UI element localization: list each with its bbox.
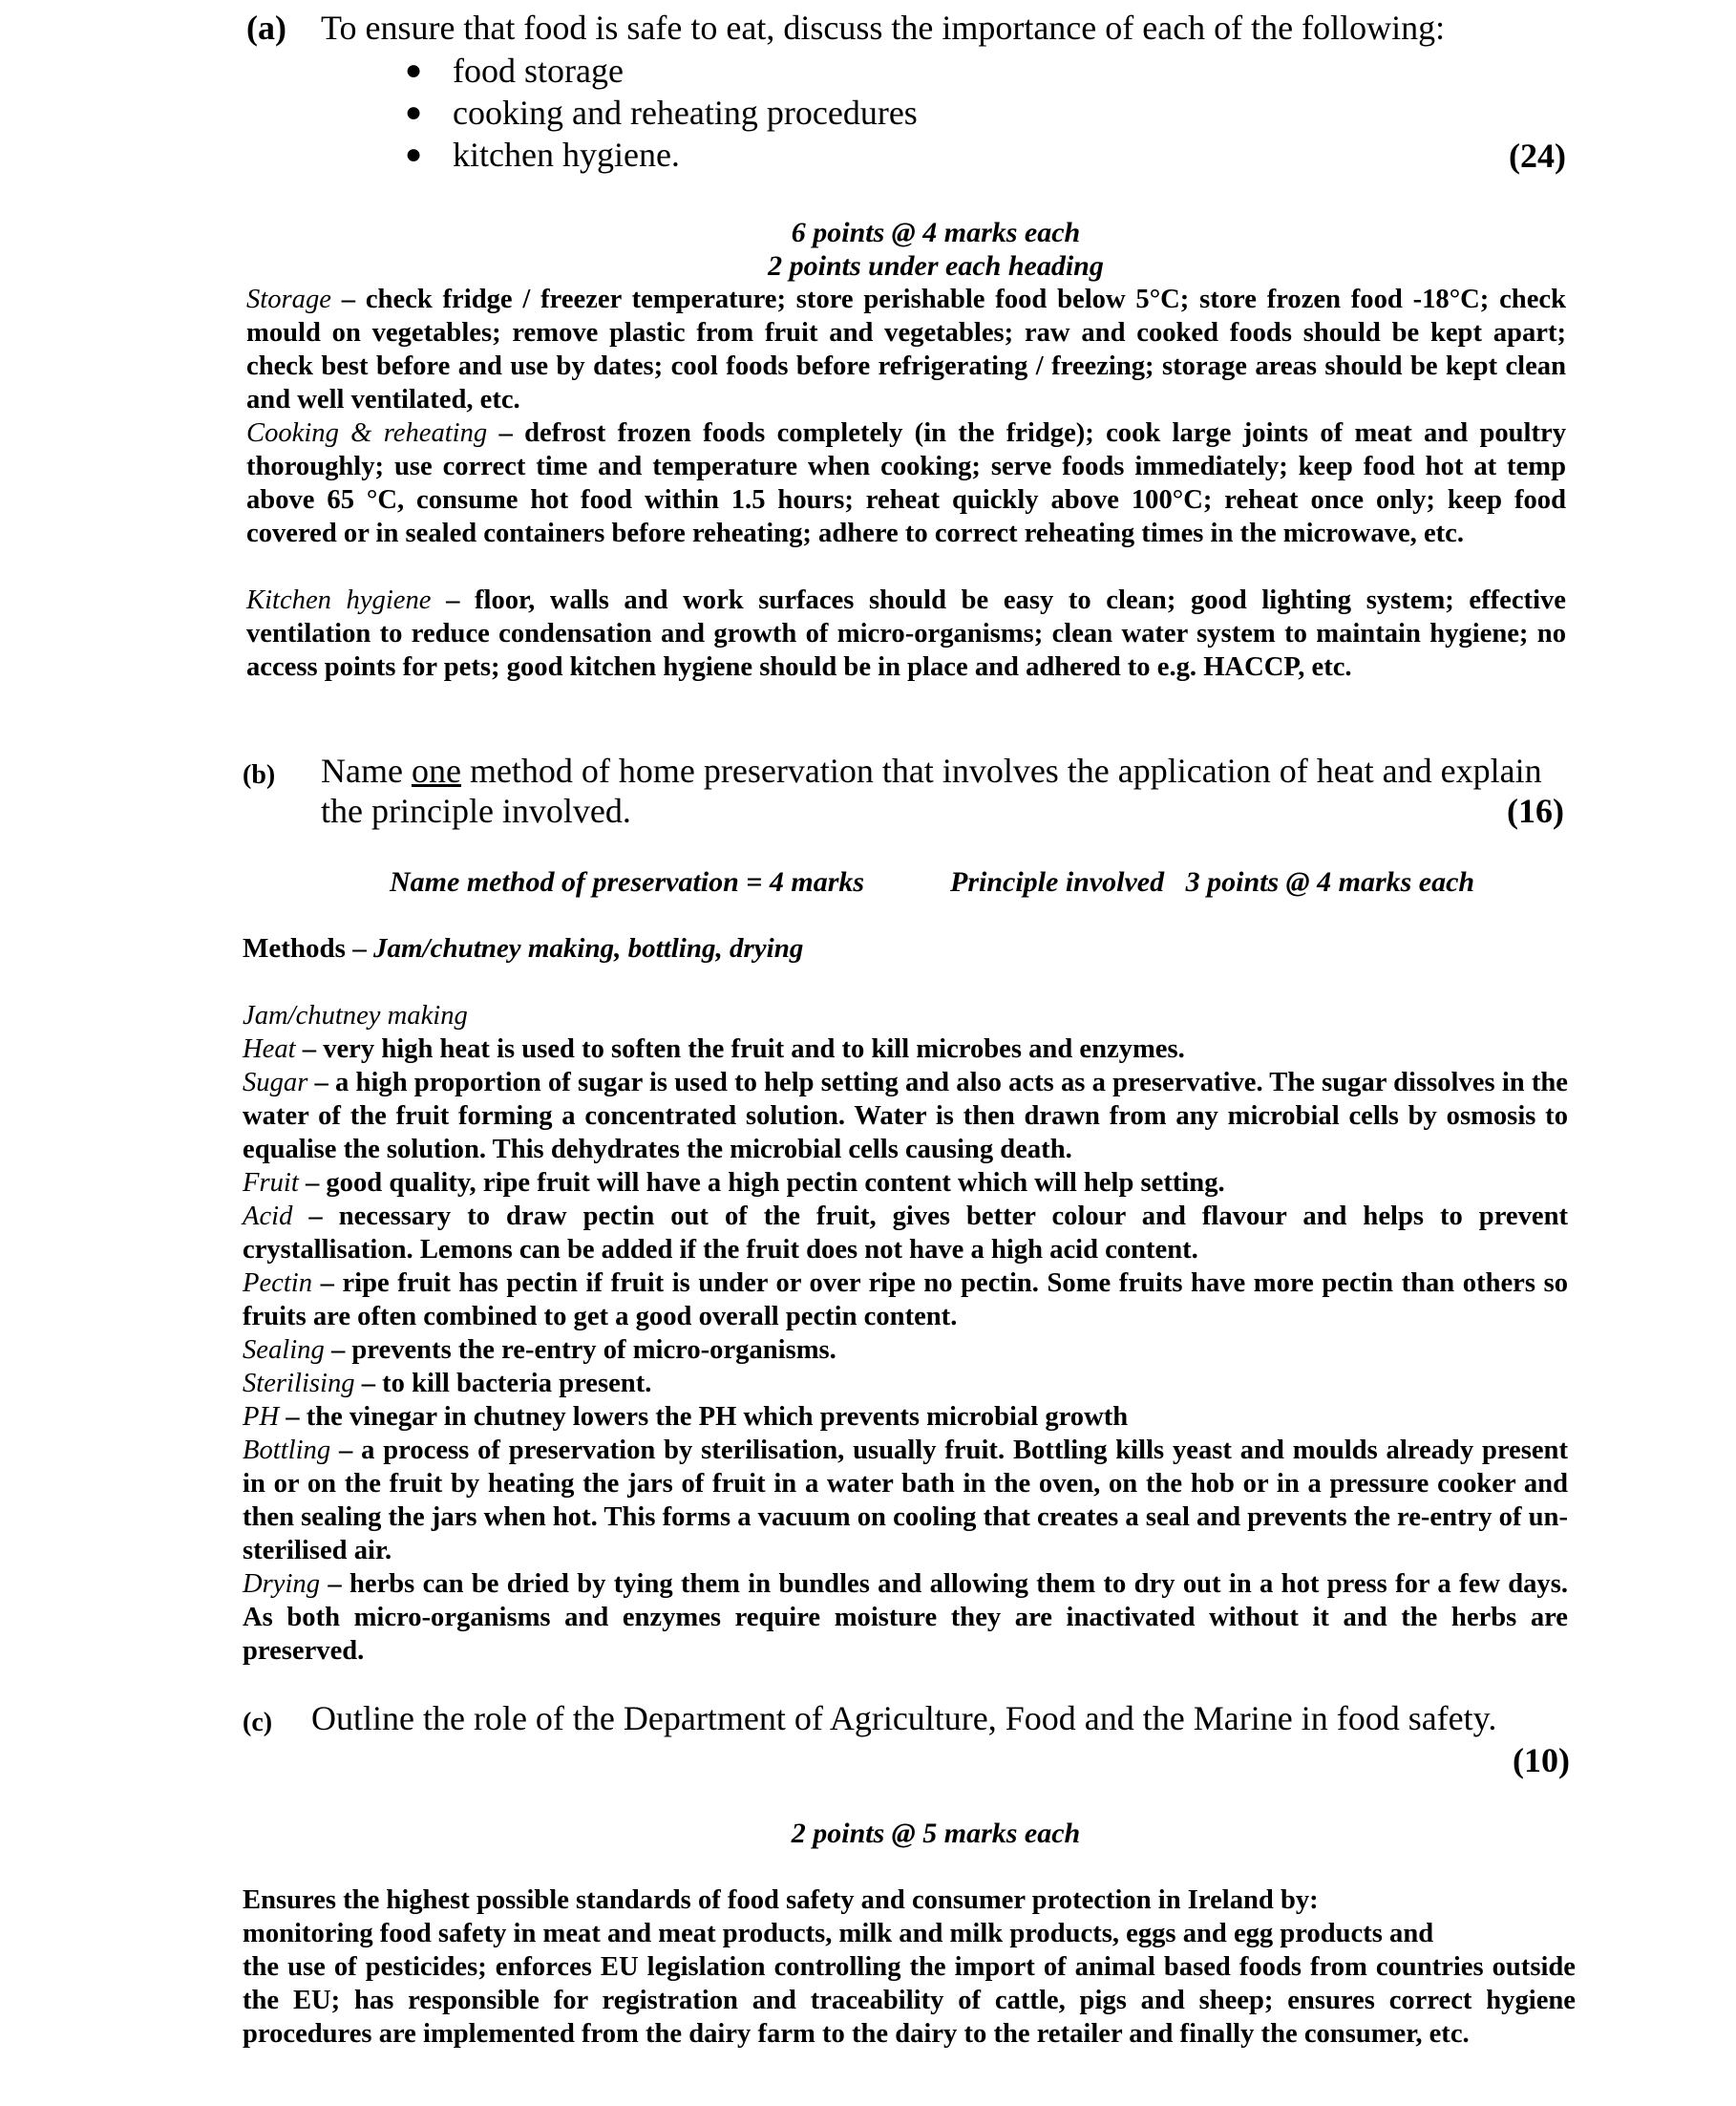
part-b-question-line2: the principle involved.: [321, 792, 631, 830]
storage-text: – check fridge / freezer temperature; store perishable food below 5°C; store frozen food -18°C; check mould on vegetables; remove plastic from fruit and vegetables; raw and cooked foods should be kept apart; check best before and use by dates; cool foods before refrigerating / freezing; storage areas should be kept clean and well ventilated, etc.: [246, 285, 1566, 415]
cooking-text: – defrost frozen foods completely (in the fridge); cook large joints of meat and poultry thoroughly; use correct time and temperature when cooking; serve foods immediately; keep food hot at temp above 65 °C, consume hot food within 1.5 hours; reheat quickly above 100°C; reheat once only; keep food covered or in sealed containers before reheating; adhere to correct reheating times in the microwave, etc.: [246, 418, 1566, 548]
part-c-answer-line1: Ensures the highest possible standards of food safety and consumer protection in Ireland by:: [243, 1885, 1319, 1915]
bullet-icon: ●: [405, 138, 423, 170]
part-b-question: Name one method of home preservation that involves the application of heat and explain: [321, 752, 1542, 790]
part-a-label: (a): [246, 9, 286, 47]
bullet-icon: ●: [405, 96, 423, 128]
item-ph: PH – the vinegar in chutney lowers the PH which prevents microbial growth: [243, 1402, 1129, 1432]
storage-key: Storage: [246, 285, 331, 314]
item-pectin: Pectin – ripe fruit has pectin if fruit is under or over ripe no pectin. Some fruits have more pectin than others so fruits are often combined to get a good overall pectin content.: [243, 1268, 1568, 1331]
part-a-question: To ensure that food is safe to eat, discuss the importance of each of the following:: [321, 9, 1446, 47]
hygiene-text: – floor, walls and work surfaces should be easy to clean; good lighting system; effective ventilation to reduce condensation and growth of micro-organisms; clean water system to maintain hygiene; no access points for pets; good kitchen hygiene should be in place and adhered to e.g. HACCP, etc.: [246, 585, 1566, 682]
part-c-answer-line2: monitoring food safety in meat and meat products, milk and milk products, eggs and egg products and: [243, 1919, 1434, 1948]
part-b-marks: (16): [1507, 792, 1564, 830]
item-sterilising: Sterilising – to kill bacteria present.: [243, 1369, 652, 1398]
item-bottling: Bottling – a process of preservation by sterilisation, usually fruit. Bottling kills yeast and moulds already present in or on the fruit by heating the jars of fruit in a water bath in the oven, on the hob or in a pressure cooker and then sealing the jars when hot. This forms a vacuum on cooling that creates a seal and prevents the re-entry of un-sterilised air.: [243, 1436, 1568, 1565]
preservation-items: [243, 1032, 1568, 1668]
part-a-marks: (24): [1509, 137, 1566, 175]
part-c-label: (c): [243, 1708, 273, 1737]
jam-heading: Jam/chutney making: [243, 1001, 468, 1031]
part-c-marks: (10): [1513, 1741, 1570, 1779]
part-b-label: (b): [243, 760, 276, 790]
part-b-scheme-right: Principle involved 3 points @ 4 marks each: [950, 866, 1475, 898]
underlined-one: one: [411, 752, 461, 790]
item-drying: Drying – herbs can be dried by tying them in bundles and allowing them to dry out in a hot press for a few days. As both micro-organisms and enzymes require moisture they are inactivated without it and the herbs are preserved.: [243, 1569, 1568, 1666]
item-heat: Heat – very high heat is used to soften the fruit and to kill microbes and enzymes.: [243, 1034, 1185, 1064]
item-sealing: Sealing – prevents the re-entry of micro-organisms.: [243, 1335, 836, 1365]
item-fruit: Fruit – good quality, ripe fruit will have a high pectin content which will help setting.: [243, 1168, 1225, 1198]
methods-line: Methods – Jam/chutney making, bottling, drying: [243, 933, 804, 964]
hygiene-key: Kitchen hygiene: [246, 585, 432, 615]
hygiene-answer: [246, 584, 1566, 684]
part-b-scheme-left: Name method of preservation = 4 marks: [390, 866, 865, 898]
part-c-question: Outline the role of the Department of Agriculture, Food and the Marine in food safety.: [311, 1699, 1497, 1737]
cooking-key: Cooking & reheating: [246, 418, 488, 448]
part-c-scheme: 2 points @ 5 marks each: [791, 1818, 1081, 1849]
marking-scheme-page: (a) To ensure that food is safe to eat, discuss the importance of each of the following: ● food storage ● cooking and reheating procedures ● kitchen hygiene. (24) 6 points @ 4 marks each 2 points under each heading Storage – check fridge / freezer temperature; store perishable food below 5°C; store frozen food -18°C; check mould on vegetables; remove plastic from fruit and vegetables; raw and cooked foods should be kept apart; check best before and use by dates; cool foods before refrigerating / freezing; storage areas should be kept clean and well ventilated, etc. Cooking & reheating – defrost frozen foods completely (in the fridge); cook large joints of meat and poultry thoroughly; use correct time and temperature when cooking; serve foods immediately; keep food hot at temp above 65 °C, consume hot food within 1.5 hours; reheat quickly above 100°C; reheat once only; keep food covered or in sealed containers before reheating; adhere to correct reheating times in the microwave, etc. Kitchen hygiene – floor, walls and work surfaces should be easy to clean; good lighting system; effective ventilation to reduce condensation and growth of micro-organisms; clean water system to maintain hygiene; no access points for pets; good kitchen hygiene should be in place and adhered to e.g. HACCP, etc. (b) Name one method of home preservation that involves the application of heat and explain the principle involved. (16) Name method of preservation = 4 marks Principle involved 3 points @ 4 marks each Methods – Jam/chutney making, bottling, drying Jam/chutney making Heat – very high heat is used to soften the fruit and to kill microbes and enzymes. Sugar – a high proportion of sugar is used to help setting and also acts as a preservative. The sugar dissolves in the water of the fruit forming a concentrated solution. Water is then drawn from any microbial cells by osmosis to equalise the solution. This dehydrates the microbial cells causing death. Fruit – good quality, ripe fruit will have a high pectin content which will help setting. Acid – necessary to draw pectin out of the fruit, gives better colour and flavour and helps to prevent crystallisation. Lemons can be added if the fruit does not have a high acid content. Pectin – ripe fruit has pectin if fruit is under or over ripe no pectin. Some fruits have more pectin than others so fruits are often combined to get a good overall pectin content. Sealing – prevents the re-entry of micro-organisms. Sterilising – to kill bacteria present. PH – the vinegar in chutney lowers the PH which prevents microbial growth Bottling – a process of preservation by sterilisation, usually fruit. Bottling kills yeast and moulds already present in or on the fruit by heating the jars of fruit in a water bath in the oven, on the hob or in a pressure cooker and then sealing the jars when hot. This forms a vacuum on cooling that creates a seal and prevents the re-entry of un-sterilised air. Drying – herbs can be dried by tying them in bundles and allowing them to dry out in a hot press for a few days. As both micro-organisms and enzymes require moisture they are inactivated without it and the herbs are preserved. (c) Outline the role of the Department of Agriculture, Food and the Marine in food safety. (10) 2 points @ 5 marks each Ensures the highest possible standards of food safety and consumer protection in Ireland by: monitoring food safety in meat and meat products, milk and milk products, eggs and egg products and the use of pesticides; enforces EU legislation controlling the import of animal based foods from countries outside the EU; has responsible for registration and traceability of cattle, pigs and sheep; ensures correct hygiene procedures are implemented from the dairy farm to the dairy to the retailer and finally the consumer, etc.: [0, 0, 1736, 2106]
item-acid: Acid – necessary to draw pectin out of the fruit, gives better colour and flavour and helps to prevent crystallisation. Lemons can be added if the fruit does not have a high acid content.: [243, 1202, 1568, 1265]
cooking-answer: [246, 416, 1566, 550]
part-a-scheme-line2: 2 points under each heading: [768, 250, 1104, 282]
storage-answer: [246, 283, 1566, 416]
part-a-scheme-line1: 6 points @ 4 marks each: [791, 217, 1081, 248]
item-sugar: Sugar – a high proportion of sugar is used to help setting and also acts as a preservative. The sugar dissolves in the water of the fruit forming a concentrated solution. Water is then drawn from any microbial cells by osmosis to equalise the solution. This dehydrates the microbial cells causing death.: [243, 1068, 1568, 1164]
bullet-icon: ●: [405, 54, 423, 86]
part-c-answer-rest: the use of pesticides; enforces EU legislation controlling the import of animal based foods from countries outside the EU; has responsible for registration and traceability of cattle, pigs and sheep; ensures correct hygiene procedures are implemented from the dairy farm to the dairy to the retailer and finally the consumer, etc.: [243, 1952, 1576, 2049]
